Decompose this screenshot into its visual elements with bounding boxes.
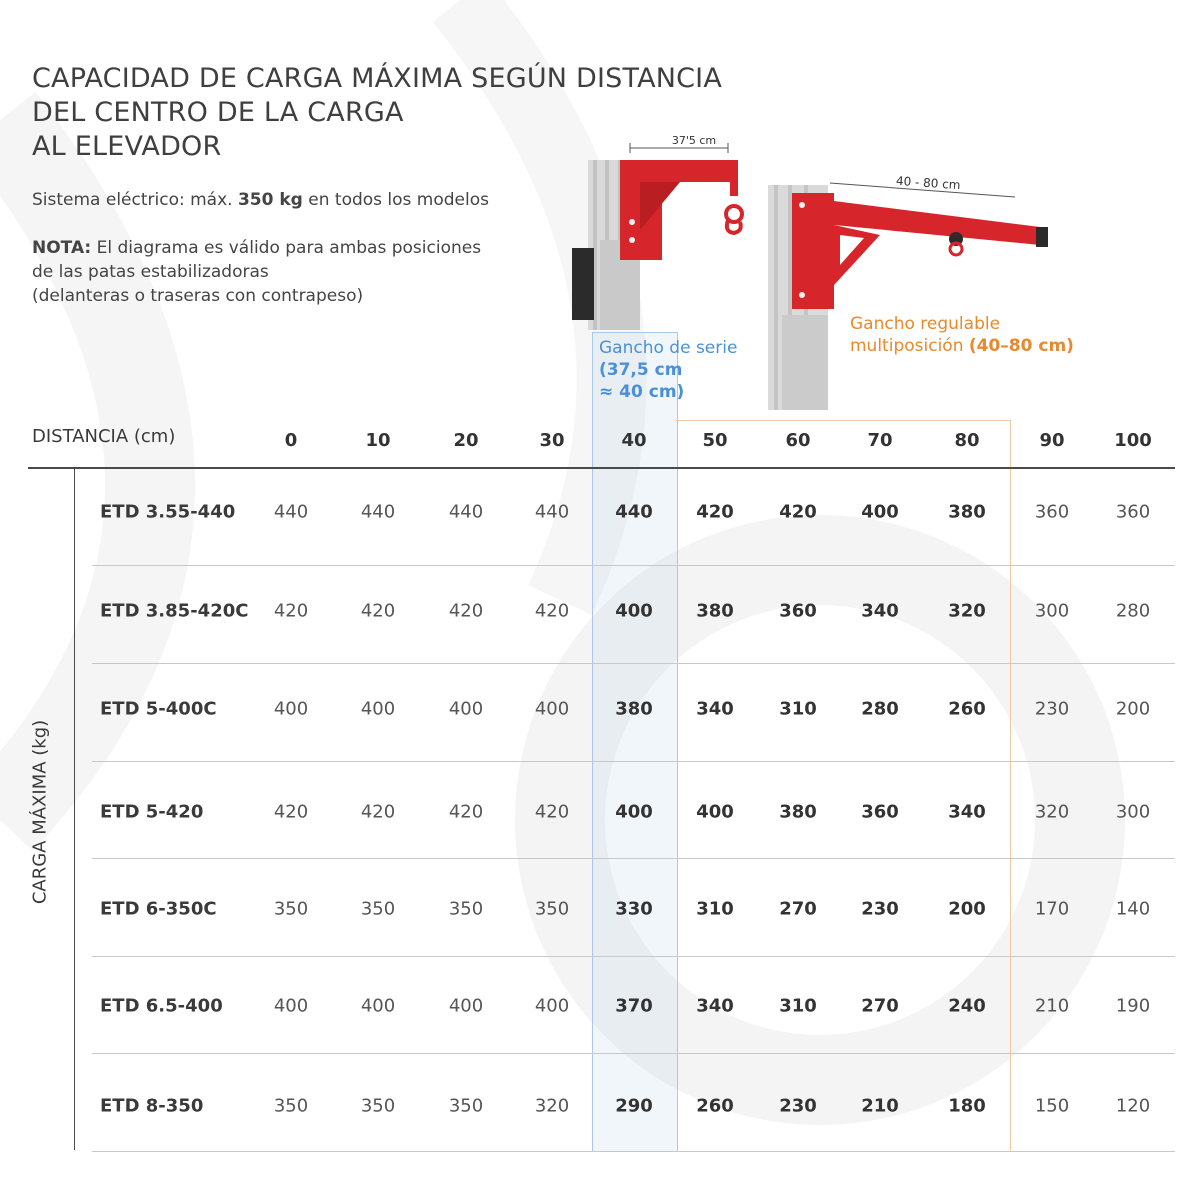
table-cell: 200 [1115,698,1151,720]
table-cell: 120 [1115,1095,1151,1117]
table-cell: 400 [615,600,653,622]
column-header: 10 [365,430,391,451]
table-cell: 360 [1034,501,1070,523]
row-divider [92,858,1175,859]
table-cell: 360 [861,801,899,823]
table-cell: 150 [1034,1095,1070,1117]
table-cell: 230 [1034,698,1070,720]
table-cell: 270 [861,995,899,1017]
table-cell: 170 [1034,898,1070,920]
table-cell: 320 [534,1095,570,1117]
standard-hook-label-1: Gancho de serie [599,338,738,358]
table-cell: 280 [1115,600,1151,622]
table-cell: 310 [779,995,817,1017]
table-cell: 280 [861,698,899,720]
standard-hook-highlight [592,332,678,1152]
table-cell: 190 [1115,995,1151,1017]
table-cell: 260 [696,1095,734,1117]
table-cell: 380 [779,801,817,823]
table-cell: 320 [948,600,986,622]
distance-axis-label: DISTANCIA (cm) [32,426,176,447]
table-cell: 420 [779,501,817,523]
adjustable-hook-highlight [676,420,1011,1152]
table-cell: 400 [615,801,653,823]
adjustable-hook-label-2-bold: (40–80 cm) [968,336,1074,356]
table-cell: 350 [273,1095,309,1117]
table-cell: 180 [948,1095,986,1117]
electric-system-note [32,190,489,210]
note-label: NOTA: [32,238,92,258]
table-cell: 420 [273,801,309,823]
table-cell: 350 [534,898,570,920]
column-header: 90 [1039,430,1065,451]
table-cell: 300 [1034,600,1070,622]
table-cell: 340 [696,995,734,1017]
load-axis-label: CARGA MÁXIMA (kg) [29,719,51,905]
table-cell: 310 [696,898,734,920]
table-cell: 420 [448,801,484,823]
table-cell: 290 [615,1095,653,1117]
column-header: 0 [284,430,298,451]
table-cell: 140 [1115,898,1151,920]
table-cell: 400 [273,995,309,1017]
column-header: 60 [785,430,811,451]
table-cell: 440 [273,501,309,523]
table-cell: 380 [615,698,653,720]
row-model-name: ETD 3.55-440 [100,501,236,523]
table-cell: 420 [360,801,396,823]
table-cell: 400 [448,995,484,1017]
row-model-name: ETD 6-350C [100,898,217,920]
table-cell: 360 [779,600,817,622]
row-label-divider [74,468,75,1150]
table-cell: 400 [360,698,396,720]
table-cell: 370 [615,995,653,1017]
row-model-name: ETD 6.5-400 [100,995,223,1017]
table-cell: 310 [779,698,817,720]
table-cell: 420 [534,600,570,622]
title-line-1: CAPACIDAD DE CARGA MÁXIMA SEGÚN DISTANCIA [32,63,723,94]
standard-hook-label [599,337,737,403]
table-cell: 420 [448,600,484,622]
table-cell: 350 [448,898,484,920]
table-cell: 400 [360,995,396,1017]
column-header: 100 [1114,430,1152,451]
row-divider [92,663,1175,664]
row-divider [92,1151,1175,1152]
column-header: 40 [621,430,647,451]
table-cell: 420 [360,600,396,622]
adjustable-hook-label-2-prefix: multiposición [850,336,969,356]
table-cell: 420 [273,600,309,622]
column-header: 80 [954,430,980,451]
title-line-2: DEL CENTRO DE LA CARGA [32,97,404,128]
table-cell: 380 [696,600,734,622]
table-cell: 240 [948,995,986,1017]
table-cell: 350 [360,1095,396,1117]
table-cell: 420 [534,801,570,823]
table-cell: 340 [948,801,986,823]
table-cell: 440 [448,501,484,523]
table-cell: 340 [861,600,899,622]
standard-hook-label-3: ≈ 40 cm) [599,382,685,402]
table-cell: 300 [1115,801,1151,823]
table-cell: 400 [534,995,570,1017]
table-cell: 350 [448,1095,484,1117]
table-cell: 440 [615,501,653,523]
row-divider [92,761,1175,762]
adjustable-hook-label-2 [850,335,1074,357]
adjustable-hook-label [850,313,1074,357]
row-divider [92,565,1175,566]
table-cell: 440 [534,501,570,523]
table-cell: 230 [779,1095,817,1117]
table-cell: 440 [360,501,396,523]
title-line-3: AL ELEVADOR [32,131,222,162]
stabilizer-note [32,236,552,308]
table-cell: 210 [861,1095,899,1117]
adjustable-hook-label-1: Gancho regulable [850,314,1001,334]
table-cell: 270 [779,898,817,920]
table-cell: 400 [696,801,734,823]
row-model-name: ETD 5-420 [100,801,204,823]
note-line-2: de las patas estabilizadoras [32,262,269,282]
subtitle-suffix: en todos los modelos [302,190,489,210]
table-cell: 340 [696,698,734,720]
standard-hook-label-2: (37,5 cm [599,360,683,380]
row-model-name: ETD 3.85-420C [100,600,249,622]
table-cell: 210 [1034,995,1070,1017]
column-header: 70 [867,430,893,451]
column-header: 50 [702,430,728,451]
row-model-name: ETD 8-350 [100,1095,204,1117]
table-cell: 400 [273,698,309,720]
note-text-1: El diagrama es válido para ambas posiciones [91,238,482,258]
row-divider [92,1053,1175,1054]
standard-hook-lift-image [560,130,760,330]
subtitle-prefix: Sistema eléctrico: máx. [32,190,238,210]
table-cell: 230 [861,898,899,920]
column-header: 20 [453,430,479,451]
table-cell: 400 [861,501,899,523]
table-cell: 320 [1034,801,1070,823]
table-cell: 350 [360,898,396,920]
table-cell: 420 [696,501,734,523]
header-divider [28,467,1175,469]
table-cell: 360 [1115,501,1151,523]
standard-dimension-label: 37'5 cm [671,134,717,147]
subtitle-value: 350 kg [237,190,303,210]
table-cell: 380 [948,501,986,523]
adjustable-hook-lift-image [760,165,1060,410]
table-cell: 260 [948,698,986,720]
table-cell: 400 [534,698,570,720]
row-model-name: ETD 5-400C [100,698,217,720]
note-line-3: (delanteras o traseras con contrapeso) [32,286,364,306]
table-cell: 200 [948,898,986,920]
column-header: 30 [539,430,565,451]
table-cell: 350 [273,898,309,920]
row-divider [92,956,1175,957]
adjustable-dimension-label: 40 - 80 cm [895,173,961,193]
note-line-1 [32,236,552,260]
table-cell: 330 [615,898,653,920]
table-cell: 400 [448,698,484,720]
